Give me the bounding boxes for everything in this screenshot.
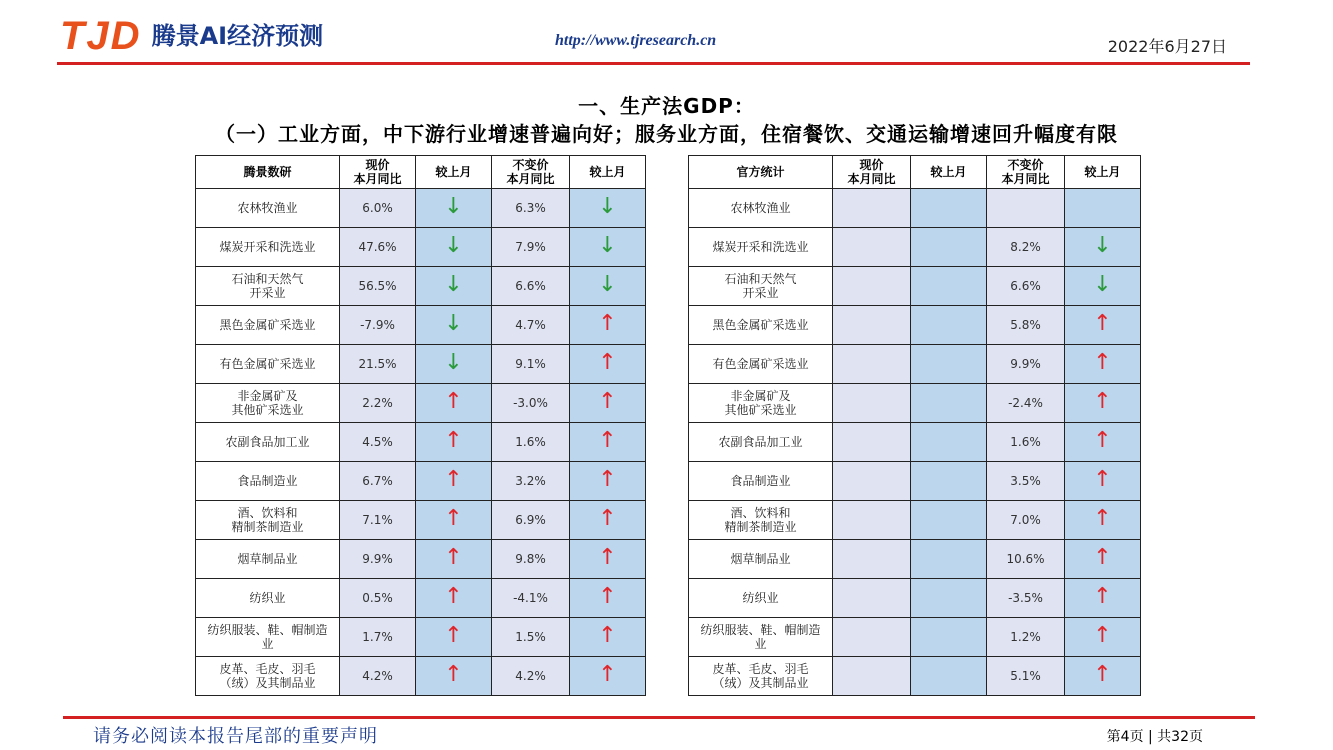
- mom-change-cell: [911, 228, 987, 267]
- constant-price-yoy-cell: -4.1%: [492, 579, 570, 618]
- current-price-yoy-cell: 1.7%: [340, 618, 416, 657]
- mom-change-cell: [911, 306, 987, 345]
- industry-cell: 酒、饮料和 精制茶制造业: [196, 501, 340, 540]
- arrow-up-icon: ↑: [444, 389, 463, 414]
- arrow-up-icon: ↑: [1093, 545, 1112, 570]
- current-price-yoy-cell: [833, 228, 911, 267]
- current-price-yoy-cell: [833, 579, 911, 618]
- mom-change-cell: [416, 306, 492, 345]
- mom-change-cell: [1065, 579, 1141, 618]
- table-row: [196, 657, 646, 696]
- mom-change-cell: [911, 540, 987, 579]
- arrow-up-icon: ↑: [444, 545, 463, 570]
- arrow-up-icon: ↑: [1093, 662, 1112, 687]
- header-mom-change-1: 较上月: [416, 156, 492, 189]
- mom-change-cell: [416, 618, 492, 657]
- arrow-up-icon: ↑: [444, 506, 463, 531]
- mom-change-cell: [1065, 423, 1141, 462]
- constant-price-yoy-cell: 5.1%: [987, 657, 1065, 696]
- constant-price-yoy-cell: -2.4%: [987, 384, 1065, 423]
- mom-change-cell: [1065, 657, 1141, 696]
- mom-change-cell: [911, 189, 987, 228]
- industry-cell: 煤炭开采和洗选业: [196, 228, 340, 267]
- mom-change-cell: [1065, 267, 1141, 306]
- mom-change-cell: [416, 579, 492, 618]
- mom-change-cell: [911, 618, 987, 657]
- table-row: [196, 540, 646, 579]
- mom-change-cell: [1065, 618, 1141, 657]
- table-row: [196, 228, 646, 267]
- arrow-down-icon: ↓: [444, 272, 463, 297]
- mom-change-cell: [911, 579, 987, 618]
- industry-cell: 食品制造业: [196, 462, 340, 501]
- arrow-down-icon: ↓: [444, 311, 463, 336]
- constant-price-yoy-cell: 1.2%: [987, 618, 1065, 657]
- industry-cell: 皮革、毛皮、羽毛 （绒）及其制品业: [196, 657, 340, 696]
- current-price-yoy-cell: 47.6%: [340, 228, 416, 267]
- constant-price-yoy-cell: [987, 189, 1065, 228]
- industry-cell: 煤炭开采和洗选业: [689, 228, 833, 267]
- mom-change-cell: [570, 579, 646, 618]
- current-price-yoy-cell: [833, 657, 911, 696]
- table-row: [196, 579, 646, 618]
- current-price-yoy-cell: 4.2%: [340, 657, 416, 696]
- constant-price-yoy-cell: 4.7%: [492, 306, 570, 345]
- arrow-up-icon: ↑: [444, 662, 463, 687]
- header-mom-change-2: 较上月: [1065, 156, 1141, 189]
- mom-change-cell: [416, 657, 492, 696]
- constant-price-yoy-cell: -3.0%: [492, 384, 570, 423]
- mom-change-cell: [570, 228, 646, 267]
- constant-price-yoy-cell: 7.0%: [987, 501, 1065, 540]
- arrow-up-icon: ↑: [1093, 311, 1112, 336]
- mom-change-cell: [1065, 501, 1141, 540]
- table-row: [196, 189, 646, 228]
- arrow-up-icon: ↑: [598, 467, 617, 492]
- industry-cell: 纺织业: [196, 579, 340, 618]
- constant-price-yoy-cell: 6.6%: [492, 267, 570, 306]
- header-category: 官方统计: [689, 156, 833, 189]
- industry-cell: 有色金属矿采选业: [689, 345, 833, 384]
- constant-price-yoy-cell: 6.9%: [492, 501, 570, 540]
- mom-change-cell: [570, 384, 646, 423]
- mom-change-cell: [1065, 384, 1141, 423]
- current-price-yoy-cell: [833, 345, 911, 384]
- constant-price-yoy-cell: 7.9%: [492, 228, 570, 267]
- constant-price-yoy-cell: 9.1%: [492, 345, 570, 384]
- mom-change-cell: [416, 189, 492, 228]
- industry-cell: 农副食品加工业: [196, 423, 340, 462]
- mom-change-cell: [1065, 462, 1141, 501]
- current-price-yoy-cell: [833, 384, 911, 423]
- header-mom-change-1: 较上月: [911, 156, 987, 189]
- table-row: [689, 384, 1141, 423]
- arrow-up-icon: ↑: [598, 506, 617, 531]
- table-row: [689, 306, 1141, 345]
- table-row: [196, 501, 646, 540]
- table-row: [689, 501, 1141, 540]
- table-row: [689, 189, 1141, 228]
- current-price-yoy-cell: [833, 423, 911, 462]
- mom-change-cell: [570, 423, 646, 462]
- industry-cell: 纺织服装、鞋、帽制造 业: [196, 618, 340, 657]
- logo-name: 腾景AI经济预测: [151, 22, 324, 50]
- current-price-yoy-cell: 9.9%: [340, 540, 416, 579]
- arrow-up-icon: ↑: [598, 428, 617, 453]
- header-current-price-yoy: 现价 本月同比: [340, 156, 416, 189]
- constant-price-yoy-cell: 9.9%: [987, 345, 1065, 384]
- arrow-up-icon: ↑: [598, 584, 617, 609]
- report-date: 2022年6月27日: [1107, 37, 1227, 56]
- industry-cell: 食品制造业: [689, 462, 833, 501]
- arrow-down-icon: ↓: [444, 194, 463, 219]
- mom-change-cell: [911, 384, 987, 423]
- arrow-down-icon: ↓: [1093, 233, 1112, 258]
- current-price-yoy-cell: 6.7%: [340, 462, 416, 501]
- mom-change-cell: [416, 462, 492, 501]
- mom-change-cell: [416, 228, 492, 267]
- mom-change-cell: [911, 345, 987, 384]
- mom-change-cell: [570, 462, 646, 501]
- arrow-down-icon: ↓: [598, 233, 617, 258]
- arrow-up-icon: ↑: [598, 311, 617, 336]
- industry-cell: 非金属矿及 其他矿采选业: [196, 384, 340, 423]
- industry-cell: 纺织服装、鞋、帽制造 业: [689, 618, 833, 657]
- table-row: [689, 345, 1141, 384]
- arrow-up-icon: ↑: [444, 584, 463, 609]
- table-row: [196, 384, 646, 423]
- logo-mark: TJD: [60, 14, 142, 58]
- arrow-up-icon: ↑: [1093, 623, 1112, 648]
- mom-change-cell: [570, 267, 646, 306]
- mom-change-cell: [570, 540, 646, 579]
- mom-change-cell: [1065, 540, 1141, 579]
- current-price-yoy-cell: 4.5%: [340, 423, 416, 462]
- header-current-price-yoy: 现价 本月同比: [833, 156, 911, 189]
- arrow-down-icon: ↓: [598, 194, 617, 219]
- arrow-up-icon: ↑: [1093, 428, 1112, 453]
- arrow-up-icon: ↑: [598, 350, 617, 375]
- constant-price-yoy-cell: 3.2%: [492, 462, 570, 501]
- current-price-yoy-cell: 2.2%: [340, 384, 416, 423]
- arrow-up-icon: ↑: [598, 545, 617, 570]
- footer-divider: [63, 716, 1255, 719]
- arrow-up-icon: ↑: [598, 623, 617, 648]
- current-price-yoy-cell: 0.5%: [340, 579, 416, 618]
- arrow-up-icon: ↑: [598, 389, 617, 414]
- mom-change-cell: [1065, 228, 1141, 267]
- table-row: [689, 423, 1141, 462]
- arrow-down-icon: ↓: [444, 233, 463, 258]
- logo: [60, 14, 323, 58]
- table-row: [689, 228, 1141, 267]
- arrow-down-icon: ↓: [444, 350, 463, 375]
- mom-change-cell: [1065, 189, 1141, 228]
- current-price-yoy-cell: [833, 267, 911, 306]
- industry-cell: 石油和天然气 开采业: [689, 267, 833, 306]
- mom-change-cell: [416, 540, 492, 579]
- table-row: [196, 462, 646, 501]
- constant-price-yoy-cell: 1.6%: [492, 423, 570, 462]
- arrow-up-icon: ↑: [1093, 389, 1112, 414]
- header-divider: [57, 62, 1250, 65]
- mom-change-cell: [570, 345, 646, 384]
- table-row: [196, 267, 646, 306]
- mom-change-cell: [911, 501, 987, 540]
- current-price-yoy-cell: [833, 618, 911, 657]
- arrow-down-icon: ↓: [598, 272, 617, 297]
- current-price-yoy-cell: 6.0%: [340, 189, 416, 228]
- arrow-up-icon: ↑: [1093, 467, 1112, 492]
- mom-change-cell: [911, 267, 987, 306]
- constant-price-yoy-cell: 9.8%: [492, 540, 570, 579]
- mom-change-cell: [570, 501, 646, 540]
- table-row: [689, 462, 1141, 501]
- arrow-up-icon: ↑: [1093, 350, 1112, 375]
- arrow-down-icon: ↓: [1093, 272, 1112, 297]
- mom-change-cell: [416, 501, 492, 540]
- header-mom-change-2: 较上月: [570, 156, 646, 189]
- industry-cell: 皮革、毛皮、羽毛 （绒）及其制品业: [689, 657, 833, 696]
- current-price-yoy-cell: [833, 540, 911, 579]
- table-row: [689, 540, 1141, 579]
- current-price-yoy-cell: [833, 501, 911, 540]
- constant-price-yoy-cell: 1.5%: [492, 618, 570, 657]
- constant-price-yoy-cell: 10.6%: [987, 540, 1065, 579]
- table-row: [689, 579, 1141, 618]
- current-price-yoy-cell: -7.9%: [340, 306, 416, 345]
- current-price-yoy-cell: 56.5%: [340, 267, 416, 306]
- mom-change-cell: [416, 345, 492, 384]
- table-row: [196, 618, 646, 657]
- page-number: 第4页 | 共32页: [1106, 729, 1203, 745]
- current-price-yoy-cell: 21.5%: [340, 345, 416, 384]
- header-category: 腾景数研: [196, 156, 340, 189]
- table-row: [689, 618, 1141, 657]
- arrow-up-icon: ↑: [598, 662, 617, 687]
- table-row: [196, 345, 646, 384]
- mom-change-cell: [1065, 306, 1141, 345]
- mom-change-cell: [911, 423, 987, 462]
- mom-change-cell: [570, 189, 646, 228]
- section-title: 一、生产法GDP：: [578, 94, 755, 118]
- website-link[interactable]: http://www.tjresearch.cn: [555, 32, 717, 49]
- industry-cell: 农副食品加工业: [689, 423, 833, 462]
- industry-cell: 黑色金属矿采选业: [689, 306, 833, 345]
- header-constant-price-yoy: 不变价 本月同比: [492, 156, 570, 189]
- official-stats-table: [688, 155, 1141, 696]
- current-price-yoy-cell: [833, 462, 911, 501]
- current-price-yoy-cell: [833, 306, 911, 345]
- mom-change-cell: [416, 384, 492, 423]
- mom-change-cell: [1065, 345, 1141, 384]
- industry-cell: 烟草制品业: [196, 540, 340, 579]
- disclaimer-text: 请务必阅读本报告尾部的重要声明: [93, 726, 378, 747]
- constant-price-yoy-cell: 1.6%: [987, 423, 1065, 462]
- arrow-up-icon: ↑: [444, 428, 463, 453]
- industry-cell: 有色金属矿采选业: [196, 345, 340, 384]
- constant-price-yoy-cell: 3.5%: [987, 462, 1065, 501]
- mom-change-cell: [416, 423, 492, 462]
- industry-cell: 农林牧渔业: [196, 189, 340, 228]
- tengjing-data-table: [195, 155, 646, 696]
- table-row: [689, 657, 1141, 696]
- industry-cell: 酒、饮料和 精制茶制造业: [689, 501, 833, 540]
- mom-change-cell: [570, 657, 646, 696]
- arrow-up-icon: ↑: [1093, 584, 1112, 609]
- constant-price-yoy-cell: 5.8%: [987, 306, 1065, 345]
- industry-cell: 黑色金属矿采选业: [196, 306, 340, 345]
- constant-price-yoy-cell: -3.5%: [987, 579, 1065, 618]
- industry-cell: 纺织业: [689, 579, 833, 618]
- constant-price-yoy-cell: 6.6%: [987, 267, 1065, 306]
- arrow-up-icon: ↑: [444, 623, 463, 648]
- table-row: [196, 423, 646, 462]
- mom-change-cell: [911, 657, 987, 696]
- industry-cell: 烟草制品业: [689, 540, 833, 579]
- header-constant-price-yoy: 不变价 本月同比: [987, 156, 1065, 189]
- mom-change-cell: [570, 618, 646, 657]
- mom-change-cell: [416, 267, 492, 306]
- current-price-yoy-cell: 7.1%: [340, 501, 416, 540]
- mom-change-cell: [570, 306, 646, 345]
- industry-cell: 非金属矿及 其他矿采选业: [689, 384, 833, 423]
- current-price-yoy-cell: [833, 189, 911, 228]
- constant-price-yoy-cell: 6.3%: [492, 189, 570, 228]
- constant-price-yoy-cell: 4.2%: [492, 657, 570, 696]
- section-subtitle: （一）工业方面，中下游行业增速普遍向好；服务业方面，住宿餐饮、交通运输增速回升幅度有限: [215, 122, 1118, 146]
- industry-cell: 农林牧渔业: [689, 189, 833, 228]
- mom-change-cell: [911, 462, 987, 501]
- industry-cell: 石油和天然气 开采业: [196, 267, 340, 306]
- arrow-up-icon: ↑: [444, 467, 463, 492]
- table-row: [196, 306, 646, 345]
- arrow-up-icon: ↑: [1093, 506, 1112, 531]
- constant-price-yoy-cell: 8.2%: [987, 228, 1065, 267]
- table-row: [689, 267, 1141, 306]
